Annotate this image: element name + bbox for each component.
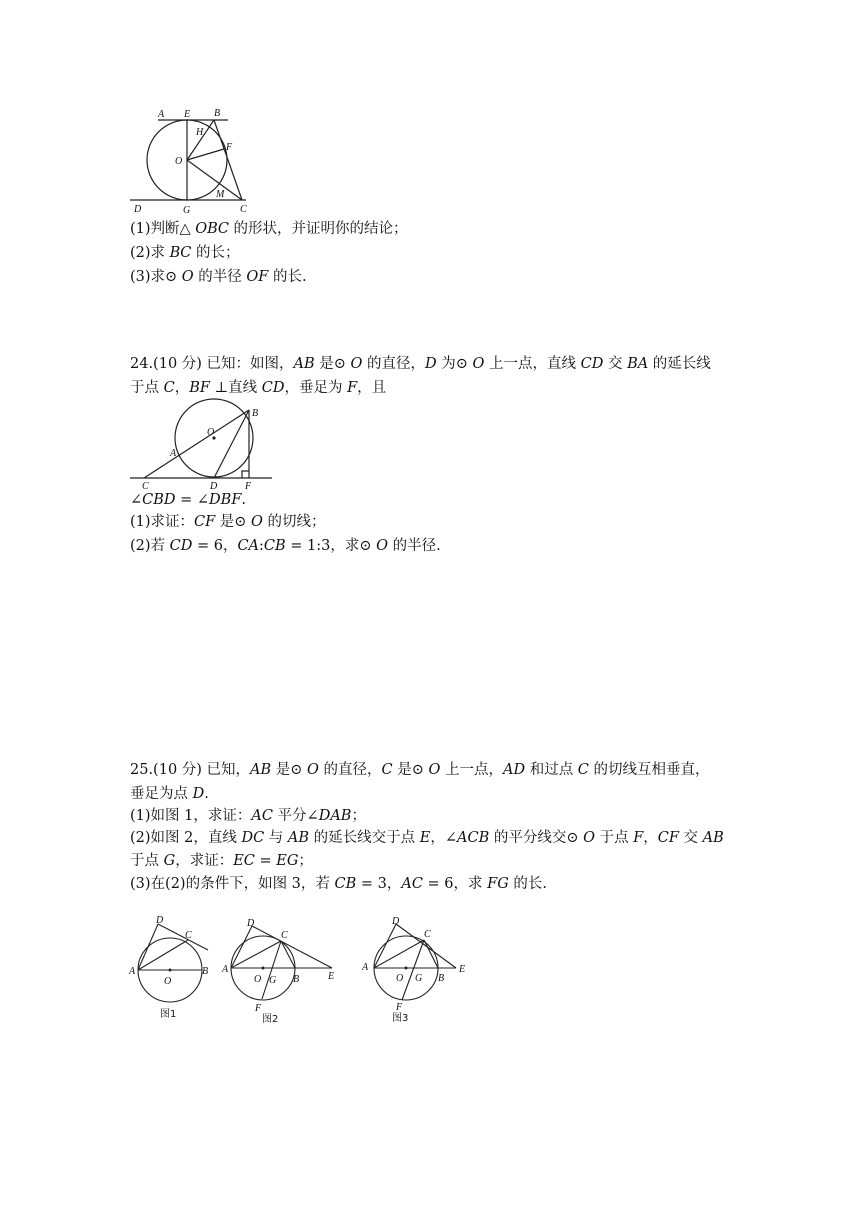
q23-label-E: E: [184, 109, 191, 120]
q24-label-A: A: [170, 448, 177, 459]
q24-stem-line2: 于点 𝐶，𝐵𝐹 ⊥直线 𝐶𝐷，垂足为 𝐹，且: [130, 380, 387, 396]
q23-label-H: H: [196, 127, 204, 138]
q24-stem-line3: ∠𝐶𝐵𝐷 = ∠𝐷𝐵𝐹.: [130, 492, 246, 508]
fig2-label-G: G: [269, 975, 277, 986]
fig3-label-F: F: [396, 1002, 403, 1013]
fig1-label-O: O: [164, 976, 172, 987]
q24-part-2: (2)若 𝐶𝐷 = 6，𝐶𝐴:𝐶𝐵 = 1:3，求⊙ 𝑂 的半径.: [130, 538, 441, 554]
q23-label-F: F: [226, 142, 233, 153]
fig3-label-D: D: [392, 916, 400, 927]
fig3-label-E: E: [459, 964, 466, 975]
q23-label-O: O: [175, 156, 183, 167]
fig1-caption: 图1: [160, 1009, 177, 1020]
fig2-caption: 图2: [262, 1014, 279, 1024]
q24-label-O: O: [207, 427, 215, 438]
q25-figure-1: [128, 912, 218, 1024]
q25-part-3: (3)在(2)的条件下，如图 3，若 𝐶𝐵 = 3，𝐴𝐶 = 6，求 𝐹𝐺 的长.: [130, 876, 547, 892]
q23-part-2: (2)求 𝐵𝐶 的长；: [130, 245, 240, 261]
fig3-label-O: O: [396, 973, 404, 984]
q25-part-2: (2)如图 2，直线 𝐷𝐶 与 𝐴𝐵 的延长线交于点 𝐸，∠𝐴𝐶𝐵 的平分线交⊙ 𝑂 于点 𝐹，𝐶𝐹 交 𝐴𝐵: [130, 830, 724, 846]
q25-figure-3: [358, 910, 474, 1022]
q24-label-F: F: [245, 481, 252, 490]
fig1-label-A: A: [129, 966, 136, 977]
q25-part-2-cont: 于点 𝐺，求证：𝐸𝐶 = 𝐸𝐺；: [130, 853, 313, 869]
fig2-label-E: E: [328, 971, 335, 982]
q24-label-B: B: [252, 408, 259, 419]
q24-part-1: (1)求证：𝐶𝐹 是⊙ 𝑂 的切线；: [130, 514, 326, 530]
fig3-label-G: G: [415, 973, 423, 984]
fig2-label-B: B: [293, 974, 300, 985]
fig1-label-D: D: [156, 915, 164, 926]
q25-figure-2: [218, 912, 342, 1024]
q24-label-D: D: [210, 481, 218, 490]
q24-stem-line1: 24.(10 分) 已知：如图，𝐴𝐵 是⊙ 𝑂 的直径，𝐷 为⊙ 𝑂 上一点，直线 𝐶𝐷 交 𝐵𝐴 的延长线: [130, 356, 711, 372]
q23-part-1: (1)判断△ 𝑂𝐵𝐶 的形状，并证明你的结论；: [130, 221, 408, 237]
q23-label-C: C: [240, 204, 247, 215]
q23-label-M: M: [216, 189, 225, 200]
q24-figure: [128, 398, 274, 490]
fig2-label-D: D: [247, 918, 255, 929]
fig1-label-C: C: [185, 930, 192, 941]
fig1-label-B: B: [202, 966, 209, 977]
fig2-label-C: C: [281, 930, 288, 941]
fig3-label-A: A: [362, 962, 369, 973]
q23-label-A: A: [158, 109, 165, 120]
q23-part-3: (3)求⊙ 𝑂 的半径 𝑂𝐹 的长.: [130, 269, 307, 285]
q23-label-B: B: [214, 108, 221, 119]
fig2-label-O: O: [254, 974, 262, 985]
fig3-caption: 图3: [392, 1013, 409, 1022]
q25-stem-line1: 25.(10 分) 已知，𝐴𝐵 是⊙ 𝑂 的直径，𝐶 是⊙ 𝑂 上一点，𝐴𝐷 和过点 𝐶 的切线互相垂直，: [130, 762, 710, 778]
q23-label-G: G: [183, 205, 191, 216]
q23-label-D: D: [134, 204, 142, 215]
fig3-label-B: B: [438, 973, 445, 984]
q24-label-C: C: [142, 481, 149, 490]
q25-stem-line2: 垂足为点 𝐷.: [130, 786, 209, 802]
fig2-label-A: A: [222, 964, 229, 975]
q25-part-1: (1)如图 1，求证：𝐴𝐶 平分∠𝐷𝐴𝐵；: [130, 808, 366, 824]
q23-figure: [128, 104, 258, 216]
fig3-label-C: C: [424, 929, 431, 940]
fig2-label-F: F: [255, 1003, 262, 1014]
